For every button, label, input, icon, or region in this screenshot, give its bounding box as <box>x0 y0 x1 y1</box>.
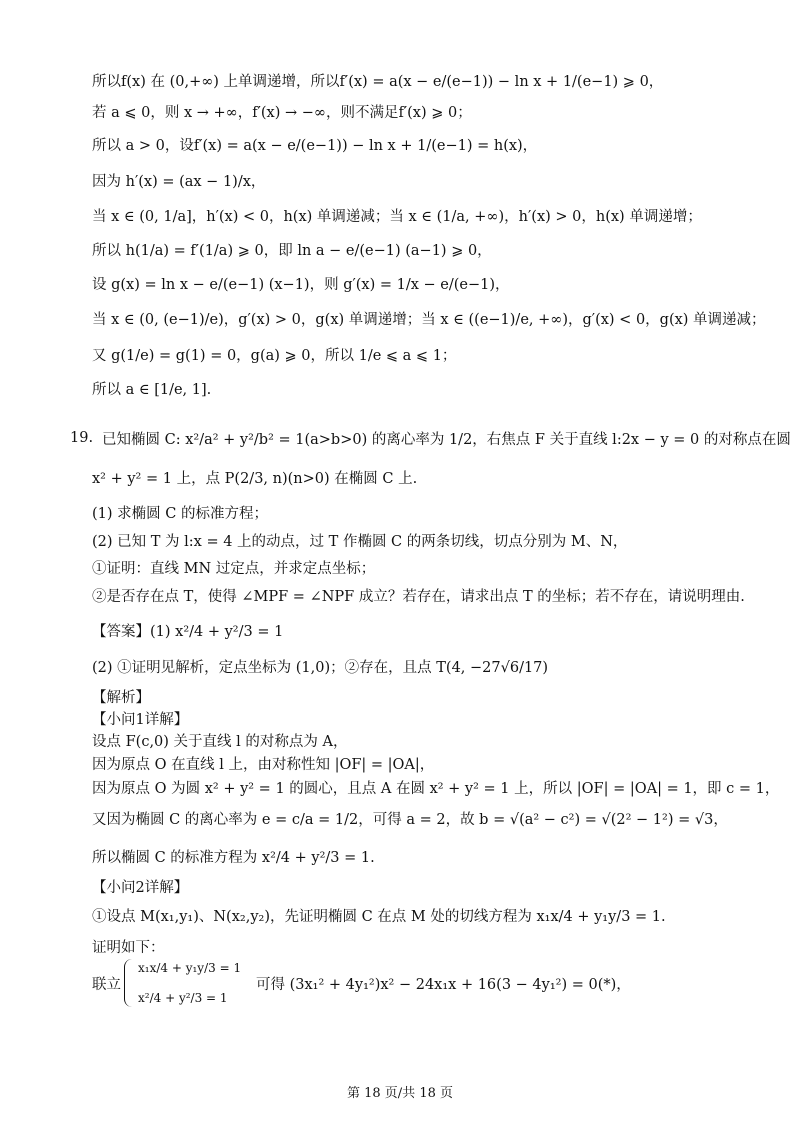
text-line: 因为 h′(x) = (ax − 1)/x， <box>92 174 266 190</box>
text-line: 设 g(x) = ln x − e/(e−1) (x−1)，则 g′(x) = 1/x − e/(e−1)， <box>92 277 510 293</box>
text-line: 所以 h(1/a) = f′(1/a) ⩾ 0，即 ln a − e/(e−1) (a−1) ⩾ 0， <box>92 243 492 259</box>
text-line: 所以 a ∈ [1/e, 1]. <box>92 382 212 398</box>
answer-line: 【答案】(1) x²/4 + y²/3 = 1 <box>92 624 284 640</box>
question-text: 已知椭圆 C: x²/a² + y²/b² = 1(a>b>0) 的离心率为 1/2，右焦点 F 关于直线 l:2x − y = 0 的对称点在圆 <box>102 432 791 448</box>
answer-line: (2) ①证明见解析，定点坐标为 (1,0)；②存在，且点 T(4, −27√6/17) <box>92 660 549 676</box>
text-line: 又 g(1/e) = g(1) = 0，g(a) ⩾ 0，所以 1/e ⩽ a ⩽ 1； <box>92 348 457 364</box>
solution-line: 可得 (3x₁² + 4y₁²)x² − 24x₁x + 16(3 − 4y₁²) = 0(*)， <box>256 977 631 993</box>
system-equation: x₁x/4 + y₁y/3 = 1 <box>138 961 242 975</box>
text-line: 所以 a > 0，设f′(x) = a(x − e/(e−1)) − ln x + 1/(e−1) = h(x)， <box>92 138 538 154</box>
analysis-header: 【解析】 <box>92 690 150 706</box>
text-line: 若 a ⩽ 0，则 x → +∞，f′(x) → −∞，则不满足f′(x) ⩾ 0； <box>92 105 472 121</box>
solution-line: 设点 F(c,0) 关于直线 l 的对称点为 A， <box>92 734 348 750</box>
question-subpart: ②是否存在点 T，使得 ∠MPF = ∠NPF 成立？若存在，请求出点 T 的坐标；若不存在，请说明理由. <box>92 589 745 605</box>
solution-line: 因为原点 O 在直线 l 上，由对称性知 |OF| = |OA|， <box>92 757 435 773</box>
solution-line: 证明如下： <box>92 940 165 956</box>
solution-line-label: 联立 <box>92 977 121 993</box>
question-text: x² + y² = 1 上，点 P(2/3, n)(n>0) 在椭圆 C 上. <box>92 471 418 487</box>
system-equation: x²/4 + y²/3 = 1 <box>138 991 228 1005</box>
subquestion-header: 【小问1详解】 <box>92 712 189 728</box>
page-footer: 第 18 页/共 18 页 <box>347 1086 453 1101</box>
question-number: 19. <box>70 430 94 446</box>
solution-line: 又因为椭圆 C 的离心率为 e = c/a = 1/2，可得 a = 2，故 b = √(a² − c²) = √(2² − 1²) = √3， <box>92 812 728 828</box>
solution-line: 所以椭圆 C 的标准方程为 x²/4 + y²/3 = 1. <box>92 850 375 866</box>
subquestion-header: 【小问2详解】 <box>92 880 189 896</box>
text-line: 所以f(x) 在 (0,+∞) 上单调递增，所以f′(x) = a(x − e/(e−1)) − ln x + 1/(e−1) ⩾ 0， <box>92 74 664 90</box>
question-part: (2) 已知 T 为 l:x = 4 上的动点，过 T 作椭圆 C 的两条切线，切点分别为 M、N， <box>92 534 628 550</box>
solution-line: ①设点 M(x₁,y₁)、N(x₂,y₂)，先证明椭圆 C 在点 M 处的切线方程为 x₁x/4 + y₁y/3 = 1. <box>92 909 666 925</box>
text-line: 当 x ∈ (0, 1/a]，h′(x) < 0，h(x) 单调递减；当 x ∈ (1/a, +∞)，h′(x) > 0，h(x) 单调递增； <box>92 209 702 225</box>
system-brace <box>124 959 135 1007</box>
question-subpart: ①证明：直线 MN 过定点，并求定点坐标； <box>92 561 376 577</box>
question-part: (1) 求椭圆 C 的标准方程； <box>92 506 268 522</box>
solution-line: 因为原点 O 为圆 x² + y² = 1 的圆心，且点 A 在圆 x² + y² = 1 上，所以 |OF| = |OA| = 1，即 c = 1， <box>92 781 780 797</box>
text-line: 当 x ∈ (0, (e−1)/e)，g′(x) > 0，g(x) 单调递增；当 x ∈ ((e−1)/e, +∞)，g′(x) < 0，g(x) 单调递减； <box>92 312 766 328</box>
